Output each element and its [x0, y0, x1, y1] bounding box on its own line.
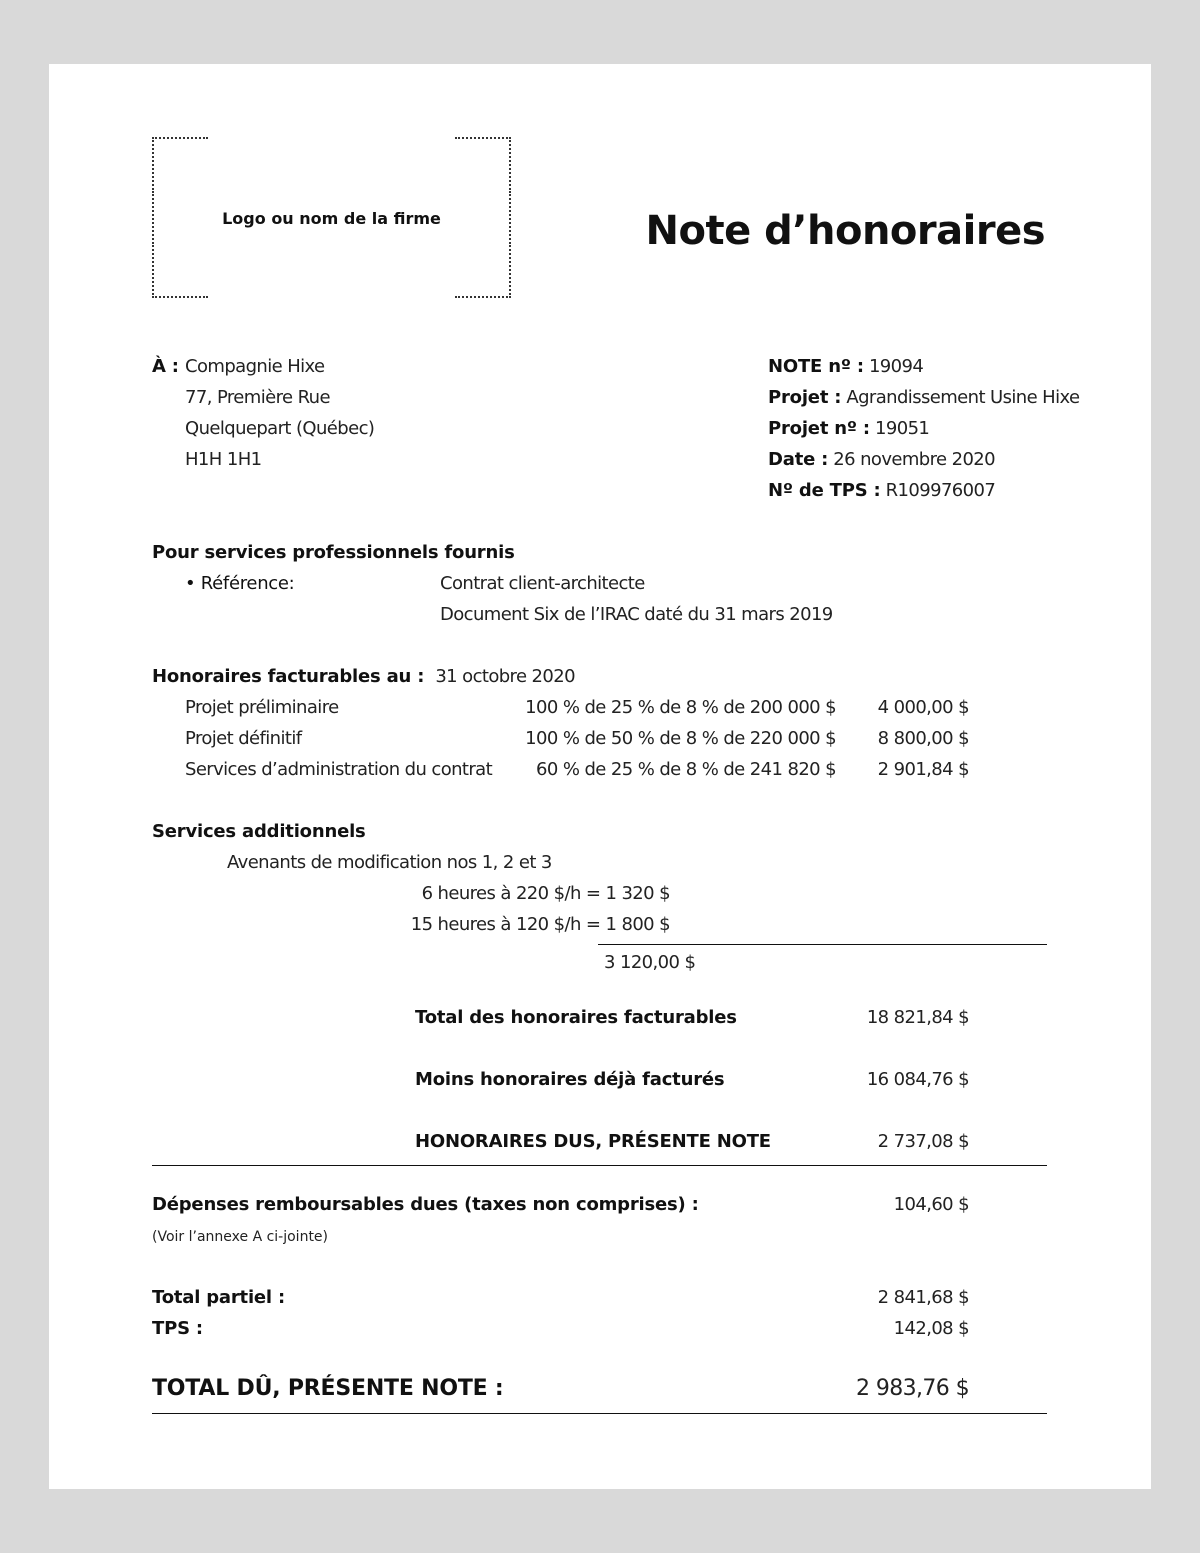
- subtotal-divider: [598, 944, 1047, 945]
- corner-bottom-right: [455, 242, 511, 298]
- meta-label: Projet :: [768, 387, 842, 408]
- total-due-label: TOTAL DÛ, PRÉSENTE NOTE :: [152, 1376, 504, 1401]
- meta-tps-number: [768, 480, 995, 501]
- services-heading: Pour services professionnels fournis: [152, 542, 515, 563]
- meta-value: Agrandissement Usine Hixe: [846, 387, 1080, 408]
- reference-label: • Référence:: [185, 573, 295, 594]
- meta-value: 26 novembre 2020: [833, 449, 996, 470]
- fee-row-amount: 4 000,00 $: [877, 697, 969, 718]
- logo-placeholder: [152, 137, 511, 298]
- corner-top-right: [455, 137, 511, 193]
- invoice-page: [49, 64, 1151, 1489]
- fee-row-calc: 100 % de 50 % de 8 % de 220 000 $: [525, 728, 836, 749]
- expenses-label: Dépenses remboursables dues (taxes non comprises) :: [152, 1194, 699, 1215]
- expenses-note: (Voir l’annexe A ci-jointe): [152, 1229, 329, 1245]
- recipient-line: Quelquepart (Québec): [185, 418, 375, 439]
- meta-value: 19051: [875, 418, 930, 439]
- meta-label: Date :: [768, 449, 829, 470]
- reference-line: Document Six de l’IRAC daté du 31 mars 2019: [440, 604, 833, 625]
- fee-row-amount: 2 901,84 $: [877, 759, 969, 780]
- meta-value: R109976007: [885, 480, 996, 501]
- expenses-value: 104,60 $: [893, 1194, 969, 1215]
- recipient-line: Compagnie Hixe: [185, 356, 325, 377]
- fees-due-label: HONORAIRES DUS, PRÉSENTE NOTE: [415, 1131, 771, 1152]
- additional-heading: Services additionnels: [152, 821, 366, 842]
- recipient-label: À :: [152, 356, 179, 377]
- page-title: Note d’honoraires: [645, 208, 1045, 254]
- total-fees-label: Total des honoraires facturables: [415, 1007, 737, 1028]
- fee-row-label: Services d’administration du contrat: [185, 759, 493, 780]
- additional-line: 15 heures à 120 $/h = 1 800 $: [410, 914, 670, 935]
- additional-subtotal: 3 120,00 $: [604, 952, 696, 973]
- tps-value: 142,08 $: [893, 1318, 969, 1339]
- fees-due-divider: [152, 1165, 1047, 1166]
- logo-placeholder-text: Logo ou nom de la firme: [222, 209, 441, 228]
- fees-heading: Honoraires facturables au :: [152, 666, 425, 687]
- meta-project-number: [768, 418, 929, 439]
- reference-line: Contrat client-architecte: [440, 573, 645, 594]
- meta-value: 19094: [868, 356, 924, 377]
- recipient-line: H1H 1H1: [185, 449, 262, 470]
- fee-row-calc: 60 % de 25 % de 8 % de 241 820 $: [536, 759, 836, 780]
- fees-heading-row: [152, 666, 575, 687]
- subtotal-label: Total partiel :: [152, 1287, 285, 1308]
- meta-project: [768, 387, 1080, 408]
- fee-row-label: Projet préliminaire: [185, 697, 339, 718]
- recipient-line: 77, Première Rue: [185, 387, 330, 408]
- corner-top-left: [152, 137, 208, 193]
- total-fees-value: 18 821,84 $: [866, 1007, 969, 1028]
- total-due-divider: [152, 1413, 1047, 1414]
- subtotal-value: 2 841,68 $: [877, 1287, 969, 1308]
- fees-due-value: 2 737,08 $: [877, 1131, 969, 1152]
- additional-line: 6 heures à 220 $/h = 1 320 $: [421, 883, 670, 904]
- tps-label: TPS :: [152, 1318, 203, 1339]
- fees-date: 31 octobre 2020: [435, 666, 575, 687]
- less-billed-label: Moins honoraires déjà facturés: [415, 1069, 725, 1090]
- fee-row-amount: 8 800,00 $: [877, 728, 969, 749]
- meta-date: [768, 449, 995, 470]
- meta-note-number: [768, 356, 923, 377]
- fee-row-label: Projet définitif: [185, 728, 302, 749]
- meta-label: NOTE nº :: [768, 356, 864, 377]
- corner-bottom-left: [152, 242, 208, 298]
- less-billed-value: 16 084,76 $: [866, 1069, 969, 1090]
- meta-label: Projet nº :: [768, 418, 870, 439]
- additional-subtitle: Avenants de modification nos 1, 2 et 3: [227, 852, 552, 873]
- total-due-value: 2 983,76 $: [856, 1376, 969, 1401]
- meta-label: Nº de TPS :: [768, 480, 881, 501]
- fee-row-calc: 100 % de 25 % de 8 % de 200 000 $: [525, 697, 836, 718]
